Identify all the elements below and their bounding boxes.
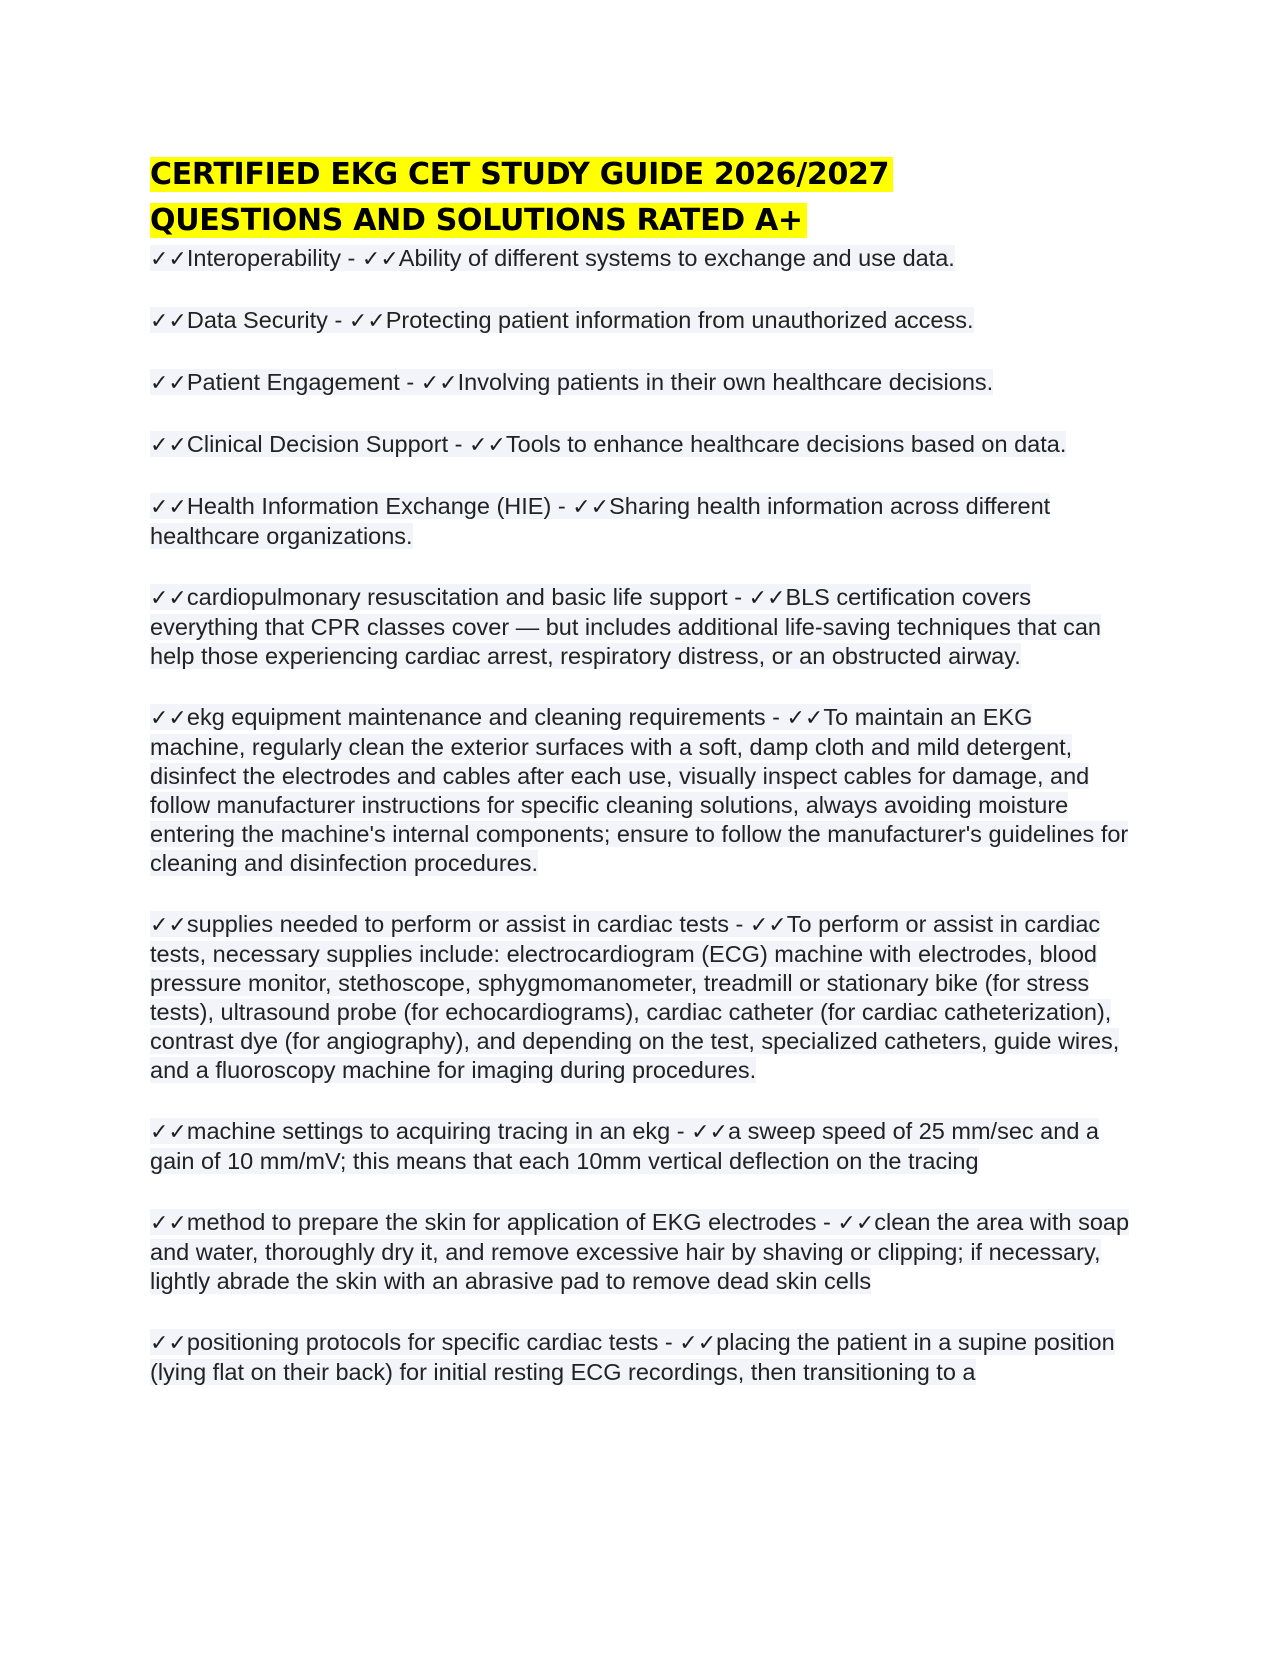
qa-entry	[150, 244, 1130, 274]
qa-entry-text	[150, 1118, 1099, 1174]
qa-separator: -	[551, 493, 573, 519]
qa-separator: -	[658, 1329, 680, 1355]
qa-separator: -	[399, 369, 421, 395]
double-check-icon: ✓✓	[150, 1211, 187, 1236]
qa-entry-text	[150, 1329, 1115, 1385]
qa-definition: BLS certification covers everything that CPR classes cover — but includes additional life-saving techniques that can help those experiencing cardiac arrest, respiratory distress, or an obstructed airway.	[150, 584, 1101, 669]
double-check-icon: ✓✓	[361, 247, 399, 272]
qa-term: Clinical Decision Support	[186, 431, 449, 457]
title-line-2: QUESTIONS AND SOLUTIONS RATED A+	[150, 203, 807, 238]
document-title	[150, 152, 1130, 244]
double-check-icon: ✓✓	[150, 495, 187, 520]
double-check-icon: ✓✓	[572, 495, 610, 520]
qa-separator: -	[670, 1118, 692, 1144]
qa-term: supplies needed to perform or assist in cardiac tests	[186, 911, 729, 937]
qa-entry-text	[150, 493, 1050, 549]
qa-definition: To maintain an EKG machine, regularly clean the exterior surfaces with a soft, damp cloth and mild detergent, disinfect the electrodes and cables after each use, visually inspect cables for damage, and follow manufacturer instructions for specific cleaning solutions, always avoiding moisture entering the machine's internal components; ensure to follow the manufacturer's guidelines for cleaning and disinfection procedures.	[150, 704, 1129, 876]
document-content	[150, 152, 1130, 1419]
qa-separator: -	[327, 307, 349, 333]
double-check-icon: ✓✓	[748, 586, 786, 611]
double-check-icon: ✓✓	[150, 1120, 187, 1145]
qa-term: positioning protocols for specific cardiac tests	[186, 1329, 659, 1355]
title-line-1: CERTIFIED EKG CET STUDY GUIDE 2026/2027	[150, 157, 893, 192]
qa-entry	[150, 583, 1130, 671]
qa-entry	[150, 430, 1130, 460]
qa-definition: To perform or assist in cardiac tests, necessary supplies include: electrocardiogram (ECG) machine with electrodes, blood pressure monitor, stethoscope, sphygmomanometer, treadmill or stationary bike (for stress tests), ultrasound probe (for echocardiograms), cardiac catheter (for cardiac catheterization), contrast dye (for angiography), and depending on the test, specialized catheters, guide wires, and a fluoroscopy machine for imaging during procedures.	[150, 911, 1120, 1083]
double-check-icon: ✓✓	[749, 913, 787, 938]
double-check-icon: ✓✓	[420, 371, 458, 396]
double-check-icon: ✓✓	[150, 1331, 187, 1356]
double-check-icon: ✓✓	[679, 1331, 717, 1356]
double-check-icon: ✓✓	[150, 586, 187, 611]
qa-definition: Ability of different systems to exchange and use data.	[398, 245, 955, 271]
qa-separator: -	[816, 1209, 838, 1235]
double-check-icon: ✓✓	[150, 706, 187, 731]
qa-entry-text	[150, 911, 1119, 1083]
qa-entry	[150, 910, 1130, 1085]
double-check-icon: ✓✓	[150, 371, 187, 396]
qa-entry-text	[150, 1209, 1129, 1294]
qa-definition: Tools to enhance healthcare decisions based on data.	[505, 431, 1067, 457]
qa-entry-text	[150, 307, 974, 333]
qa-entry	[150, 703, 1130, 878]
qa-separator: -	[341, 245, 362, 271]
double-check-icon: ✓✓	[469, 433, 506, 458]
qa-term: Interoperability	[186, 245, 342, 271]
qa-definition: clean the area with soap and water, thoroughly dry it, and remove excessive hair by shaving or clipping; if necessary, lightly abrade the skin with an abrasive pad to remove dead skin cells	[150, 1209, 1130, 1294]
qa-separator: -	[728, 911, 750, 937]
qa-term: Health Information Exchange (HIE)	[186, 493, 552, 519]
qa-entry-text	[150, 704, 1128, 876]
qa-entry-text	[150, 369, 993, 395]
qa-entry	[150, 368, 1130, 398]
qa-term: Patient Engagement	[186, 369, 400, 395]
double-check-icon: ✓✓	[150, 247, 187, 272]
qa-definition: placing the patient in a supine position (lying flat on their back) for initial resting ECG recordings, then transitioning to a	[150, 1329, 1115, 1385]
qa-entry-text	[150, 584, 1101, 669]
qa-entry	[150, 1328, 1130, 1387]
qa-term: cardiopulmonary resuscitation and basic life support	[186, 584, 728, 610]
qa-entry-text	[150, 245, 955, 271]
qa-entry	[150, 492, 1130, 551]
qa-entry	[150, 1208, 1130, 1296]
qa-definition: Involving patients in their own healthcare decisions.	[457, 369, 994, 395]
qa-list	[150, 244, 1130, 1387]
qa-term: method to prepare the skin for application of EKG electrodes	[186, 1209, 817, 1235]
qa-separator: -	[765, 704, 787, 730]
qa-separator: -	[448, 431, 469, 457]
double-check-icon: ✓✓	[786, 706, 824, 731]
double-check-icon: ✓✓	[150, 309, 187, 334]
qa-entry	[150, 1117, 1130, 1176]
qa-definition: Protecting patient information from unauthorized access.	[385, 307, 974, 333]
double-check-icon: ✓✓	[348, 309, 386, 334]
qa-term: ekg equipment maintenance and cleaning requirements	[186, 704, 766, 730]
qa-separator: -	[727, 584, 749, 610]
double-check-icon: ✓✓	[150, 433, 187, 458]
qa-entry	[150, 306, 1130, 336]
qa-definition: a sweep speed of 25 mm/sec and a gain of 10 mm/mV; this means that each 10mm vertical deflection on the tracing	[150, 1118, 1099, 1174]
double-check-icon: ✓✓	[691, 1120, 728, 1145]
double-check-icon: ✓✓	[150, 913, 187, 938]
qa-term: Data Security	[186, 307, 328, 333]
qa-term: machine settings to acquiring tracing in an ekg	[186, 1118, 671, 1144]
double-check-icon: ✓✓	[837, 1211, 875, 1236]
qa-definition: Sharing health information across different healthcare organizations.	[150, 493, 1051, 549]
qa-entry-text	[150, 431, 1066, 457]
